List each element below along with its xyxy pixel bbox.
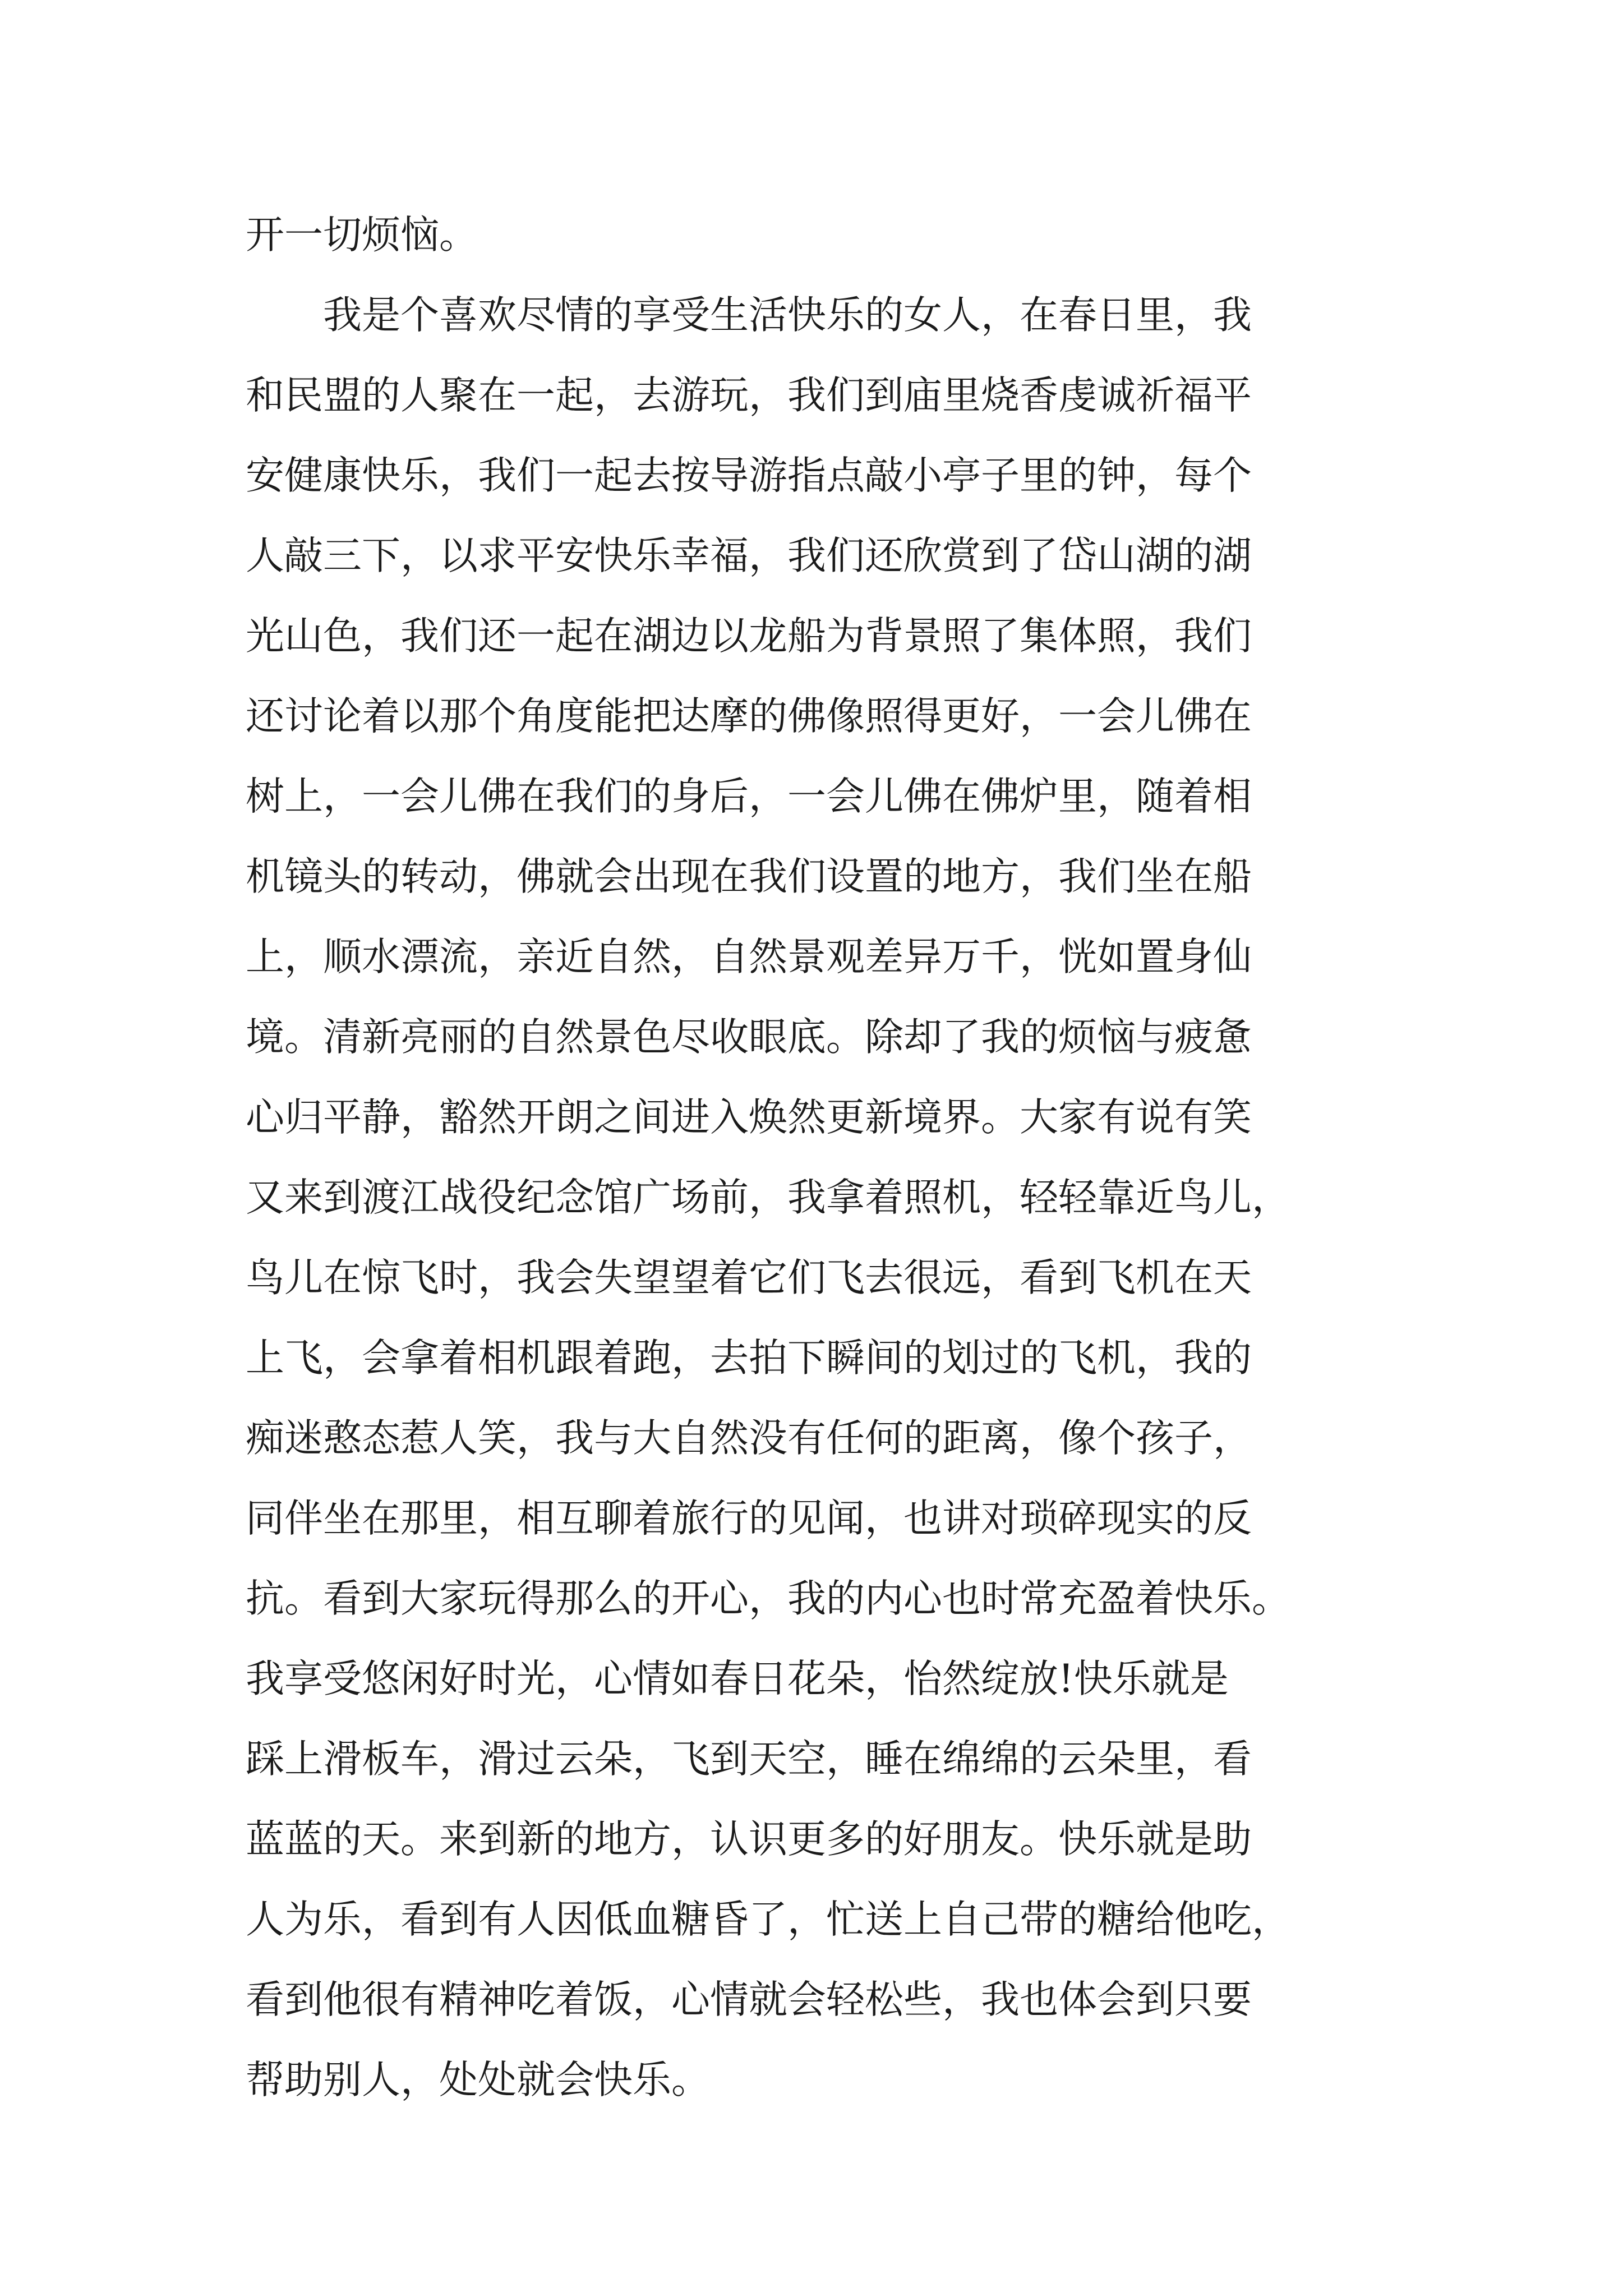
text-line: 人为乐，看到有人因低血糖昏了，忙送上自己带的糖给他吃， <box>246 1897 1290 1942</box>
text-line: 开一切烦恼。 <box>246 213 478 257</box>
text-line: 光山色，我们还一起在湖边以龙船为背景照了集体照，我们 <box>246 614 1252 659</box>
paragraph-first-line: 我是个喜欢尽情的享受生活快乐的女人，在春日里，我 <box>323 293 1252 338</box>
text-line: 上，顺水漂流，亲近自然，自然景观差异万千，恍如置身仙 <box>246 935 1252 979</box>
text-line: 还讨论着以那个角度能把达摩的佛像照得更好，一会儿佛在 <box>246 694 1252 739</box>
text-line: 和民盟的人聚在一起，去游玩，我们到庙里烧香虔诚祈福平 <box>246 373 1252 418</box>
text-line: 抗。看到大家玩得那么的开心，我的内心也时常充盈着快乐。 <box>246 1576 1290 1621</box>
text-line: 踩上滑板车，滑过云朵，飞到天空，睡在绵绵的云朵里，看 <box>246 1737 1252 1782</box>
text-line: 蓝蓝的天。来到新的地方，认识更多的好朋友。快乐就是助 <box>246 1817 1252 1862</box>
text-line: 痴迷憨态惹人笑，我与大自然没有任何的距离，像个孩子， <box>246 1416 1252 1461</box>
text-line: 帮助别人，处处就会快乐。 <box>246 2058 710 2102</box>
text-line: 安健康快乐，我们一起去按导游指点敲小亭子里的钟，每个 <box>246 453 1252 498</box>
text-line: 同伴坐在那里，相互聊着旅行的见闻，也讲对琐碎现实的反 <box>246 1496 1252 1541</box>
text-line: 境。清新亮丽的自然景色尽收眼底。除却了我的烦恼与疲惫 <box>246 1015 1252 1060</box>
text-line: 心归平静，豁然开朗之间进入焕然更新境界。大家有说有笑 <box>246 1095 1252 1140</box>
text-line: 我享受悠闲好时光，心情如春日花朵，怡然绽放!快乐就是 <box>246 1657 1229 1701</box>
text-line: 机镜头的转动，佛就会出现在我们设置的地方，我们坐在船 <box>246 854 1252 899</box>
text-line: 鸟儿在惊飞时，我会失望望着它们飞去很远，看到飞机在天 <box>246 1255 1252 1300</box>
text-line: 上飞，会拿着相机跟着跑，去拍下瞬间的划过的飞机，我的 <box>246 1336 1252 1381</box>
text-line: 又来到渡江战役纪念馆广场前，我拿着照机，轻轻靠近鸟儿， <box>246 1175 1290 1220</box>
body-text <box>246 195 1457 2120</box>
text-line: 人敲三下，以求平安快乐幸福，我们还欣赏到了岱山湖的湖 <box>246 533 1252 578</box>
text-line: 看到他很有精神吃着饭，心情就会轻松些，我也体会到只要 <box>246 1977 1252 2022</box>
text-line: 树上，一会儿佛在我们的身后，一会儿佛在佛炉里，随着相 <box>246 774 1252 819</box>
